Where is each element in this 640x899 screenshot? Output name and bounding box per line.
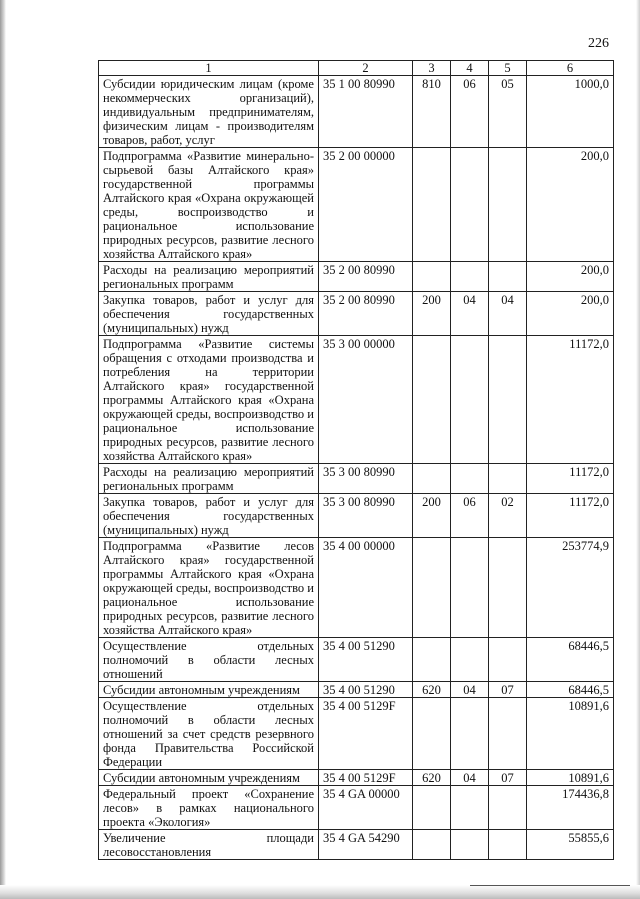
table-row	[99, 698, 614, 770]
row-section	[451, 336, 489, 464]
row-expense-type: 200	[413, 292, 451, 336]
row-section	[451, 638, 489, 682]
row-subsection	[489, 336, 527, 464]
row-amount: 200,0	[527, 148, 614, 262]
scan-shadow-bottom	[0, 885, 640, 899]
row-expense-type	[413, 786, 451, 830]
row-code: 35 4 00 5129F	[319, 770, 413, 786]
row-name: Субсидии автономным учреждениям	[99, 682, 319, 698]
row-name: Осуществление отдельных полномочий в области лесных отношений за счет средств резервного фонда Правительства Российской Федерации	[99, 698, 319, 770]
table-row	[99, 494, 614, 538]
row-section	[451, 538, 489, 638]
table-row	[99, 292, 614, 336]
row-expense-type	[413, 638, 451, 682]
row-code: 35 4 GA 54290	[319, 830, 413, 860]
table-row	[99, 830, 614, 860]
row-amount: 10891,6	[527, 770, 614, 786]
header-col-1: 1	[99, 61, 319, 76]
row-expense-type	[413, 262, 451, 292]
row-subsection: 04	[489, 292, 527, 336]
row-subsection	[489, 638, 527, 682]
table-row	[99, 538, 614, 638]
row-name: Увеличение площади лесовосстановления	[99, 830, 319, 860]
table-row	[99, 336, 614, 464]
row-section: 04	[451, 292, 489, 336]
row-amount: 11172,0	[527, 464, 614, 494]
row-name: Расходы на реализацию мероприятий региональных программ	[99, 262, 319, 292]
row-expense-type	[413, 538, 451, 638]
table-row	[99, 76, 614, 148]
row-amount: 200,0	[527, 292, 614, 336]
row-code: 35 4 00 51290	[319, 682, 413, 698]
row-name: Осуществление отдельных полномочий в области лесных отношений	[99, 638, 319, 682]
row-expense-type	[413, 336, 451, 464]
row-code: 35 3 00 00000	[319, 336, 413, 464]
bottom-rule	[470, 885, 630, 886]
header-col-4: 4	[451, 61, 489, 76]
row-section: 04	[451, 770, 489, 786]
row-subsection	[489, 786, 527, 830]
row-expense-type: 620	[413, 682, 451, 698]
row-name: Федеральный проект «Сохранение лесов» в рамках национального проекта «Экология»	[99, 786, 319, 830]
row-section	[451, 830, 489, 860]
scan-shadow-left	[0, 0, 6, 899]
row-expense-type	[413, 148, 451, 262]
row-section: 04	[451, 682, 489, 698]
row-name: Закупка товаров, работ и услуг для обеспечения государственных (муниципальных) нужд	[99, 494, 319, 538]
row-subsection: 07	[489, 682, 527, 698]
row-amount: 253774,9	[527, 538, 614, 638]
row-section	[451, 262, 489, 292]
row-subsection: 05	[489, 76, 527, 148]
row-name: Субсидии юридическим лицам (кроме некоммерческих организаций), индивидуальным предпринимателям, физическим лицам - производителям товаров, работ, услуг	[99, 76, 319, 148]
row-code: 35 4 00 51290	[319, 638, 413, 682]
row-subsection	[489, 262, 527, 292]
row-code: 35 3 00 80990	[319, 464, 413, 494]
row-section: 06	[451, 76, 489, 148]
row-amount: 1000,0	[527, 76, 614, 148]
header-col-3: 3	[413, 61, 451, 76]
row-expense-type: 200	[413, 494, 451, 538]
row-code: 35 2 00 00000	[319, 148, 413, 262]
row-expense-type	[413, 464, 451, 494]
row-code: 35 3 00 80990	[319, 494, 413, 538]
row-code: 35 2 00 80990	[319, 262, 413, 292]
table-header-row	[99, 61, 614, 76]
table-body	[99, 76, 614, 860]
row-subsection: 07	[489, 770, 527, 786]
row-amount: 11172,0	[527, 336, 614, 464]
row-code: 35 4 GA 00000	[319, 786, 413, 830]
row-section	[451, 464, 489, 494]
row-section	[451, 148, 489, 262]
row-section	[451, 786, 489, 830]
row-amount: 11172,0	[527, 494, 614, 538]
table-row	[99, 770, 614, 786]
budget-table	[98, 60, 614, 860]
header-col-2: 2	[319, 61, 413, 76]
row-amount: 68446,5	[527, 638, 614, 682]
row-subsection	[489, 698, 527, 770]
row-amount: 174436,8	[527, 786, 614, 830]
row-subsection	[489, 464, 527, 494]
row-subsection	[489, 830, 527, 860]
table-row	[99, 682, 614, 698]
row-name: Подпрограмма «Развитие лесов Алтайского края» государственной программы Алтайского края «Охрана окружающей среды, воспроизводство и рациональное использование природных ресурсов, развитие лесного хозяйства Алтайского края»	[99, 538, 319, 638]
page-number: 226	[588, 36, 609, 51]
table-row	[99, 638, 614, 682]
row-section	[451, 698, 489, 770]
row-name: Субсидии автономным учреждениям	[99, 770, 319, 786]
row-code: 35 4 00 5129F	[319, 698, 413, 770]
row-subsection: 02	[489, 494, 527, 538]
table-row	[99, 148, 614, 262]
row-expense-type	[413, 698, 451, 770]
scan-shadow-right	[636, 0, 640, 899]
row-code: 35 2 00 80990	[319, 292, 413, 336]
table-row	[99, 786, 614, 830]
row-amount: 68446,5	[527, 682, 614, 698]
row-section: 06	[451, 494, 489, 538]
row-subsection	[489, 148, 527, 262]
header-col-5: 5	[489, 61, 527, 76]
row-expense-type	[413, 830, 451, 860]
row-name: Закупка товаров, работ и услуг для обеспечения государственных (муниципальных) нужд	[99, 292, 319, 336]
row-name: Подпрограмма «Развитие системы обращения с отходами производства и потребления на территории Алтайского края» государственной программы Алтайского края «Охрана окружающей среды, воспроизводство и рациональное использование природных ресурсов, развитие лесного хозяйства Алтайского края»	[99, 336, 319, 464]
row-amount: 55855,6	[527, 830, 614, 860]
row-name: Расходы на реализацию мероприятий региональных программ	[99, 464, 319, 494]
table-row	[99, 262, 614, 292]
header-col-6: 6	[527, 61, 614, 76]
row-subsection	[489, 538, 527, 638]
row-code: 35 1 00 80990	[319, 76, 413, 148]
row-amount: 10891,6	[527, 698, 614, 770]
row-expense-type: 810	[413, 76, 451, 148]
row-name: Подпрограмма «Развитие минерально-сырьевой базы Алтайского края» государственной программы Алтайского края «Охрана окружающей среды, воспроизводство и рациональное использование природных ресурсов, развитие лесного хозяйства Алтайского края»	[99, 148, 319, 262]
row-code: 35 4 00 00000	[319, 538, 413, 638]
row-expense-type: 620	[413, 770, 451, 786]
table-row	[99, 464, 614, 494]
row-amount: 200,0	[527, 262, 614, 292]
